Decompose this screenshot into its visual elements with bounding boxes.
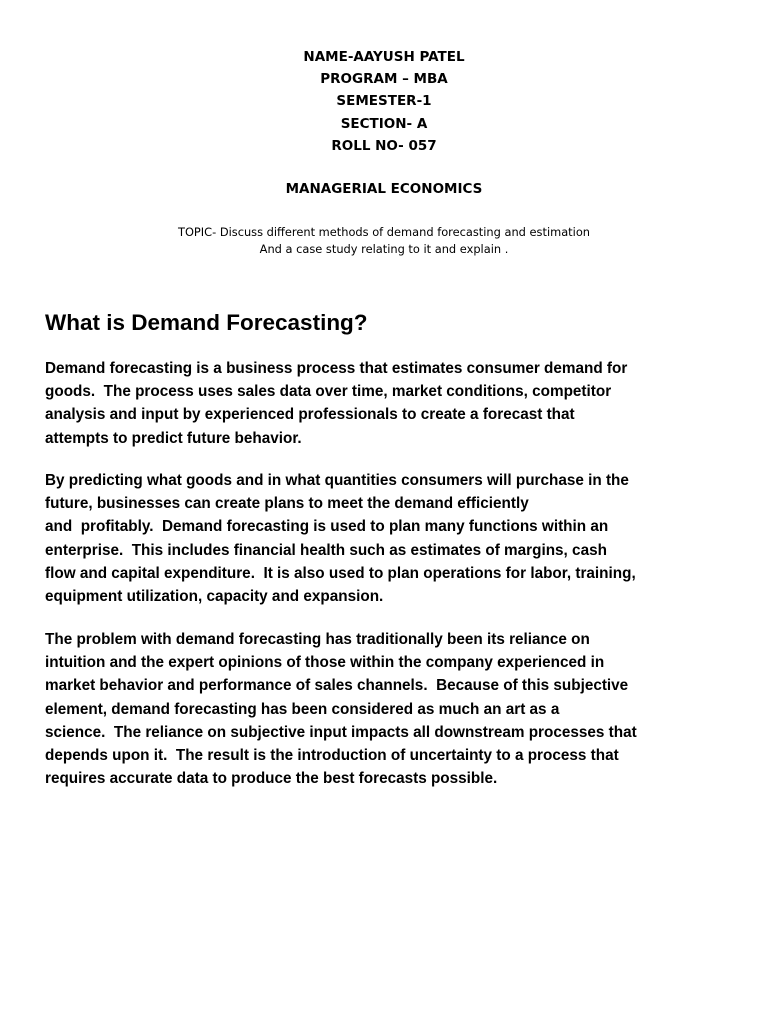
paragraph-line: The problem with demand forecasting has traditionally been its reliance on bbox=[45, 631, 590, 648]
paragraph-line: intuition and the expert opinions of those within the company experienced in bbox=[45, 654, 605, 672]
paragraph-line: and profitably. Demand forecasting is used to plan many functions within an bbox=[45, 518, 609, 536]
paragraph-line: goods. The process uses sales data over time, market conditions, competitor bbox=[45, 383, 612, 401]
paragraph-line: depends upon it. The result is the introduction of uncertainty to a process that bbox=[45, 747, 619, 765]
paragraph-line: future, businesses can create plans to meet the demand efficiently bbox=[45, 495, 529, 513]
paragraph-line: Demand forecasting is a business process that estimates consumer demand for bbox=[45, 360, 628, 377]
semester-line: SEMESTER-1 bbox=[336, 93, 432, 110]
student-info-block bbox=[0, 46, 768, 157]
section-line: SECTION- A bbox=[340, 115, 428, 132]
paragraph-line: analysis and input by experienced professionals to create a forecast that bbox=[45, 406, 575, 424]
paragraph-line: attempts to predict future behavior. bbox=[45, 429, 302, 447]
paragraph-line: enterprise. This includes financial health such as estimates of margins, cash bbox=[45, 541, 607, 559]
paragraph-definition bbox=[45, 357, 745, 450]
topic-block bbox=[0, 224, 768, 258]
paragraph-line: By predicting what goods and in what quantities consumers will purchase in the bbox=[45, 472, 629, 489]
paragraph-line: requires accurate data to produce the best forecasts possible. bbox=[45, 770, 498, 788]
topic-line-1: TOPIC- Discuss different methods of demand forecasting and estimation bbox=[177, 225, 591, 239]
roll-number-line: ROLL NO- 057 bbox=[331, 137, 437, 154]
paragraph-line: flow and capital expenditure. It is also used to plan operations for labor, training, bbox=[45, 564, 636, 582]
student-name: NAME-AAYUSH PATEL bbox=[303, 49, 465, 65]
paragraph-problem bbox=[45, 628, 745, 790]
program-line: PROGRAM – MBA bbox=[320, 71, 448, 88]
section-heading: What is Demand Forecasting? bbox=[45, 310, 368, 335]
subject-title: MANAGERIAL ECONOMICS bbox=[285, 181, 483, 197]
paragraph-benefits bbox=[45, 469, 745, 608]
paragraph-line: science. The reliance on subjective input impacts all downstream processes that bbox=[45, 723, 637, 741]
paragraph-line: market behavior and performance of sales channels. Because of this subjective bbox=[45, 677, 629, 695]
paragraph-line: element, demand forecasting has been considered as much an art as a bbox=[45, 700, 560, 718]
paragraph-line: equipment utilization, capacity and expansion. bbox=[45, 588, 384, 606]
topic-line-2: And a case study relating to it and explain . bbox=[259, 242, 509, 256]
